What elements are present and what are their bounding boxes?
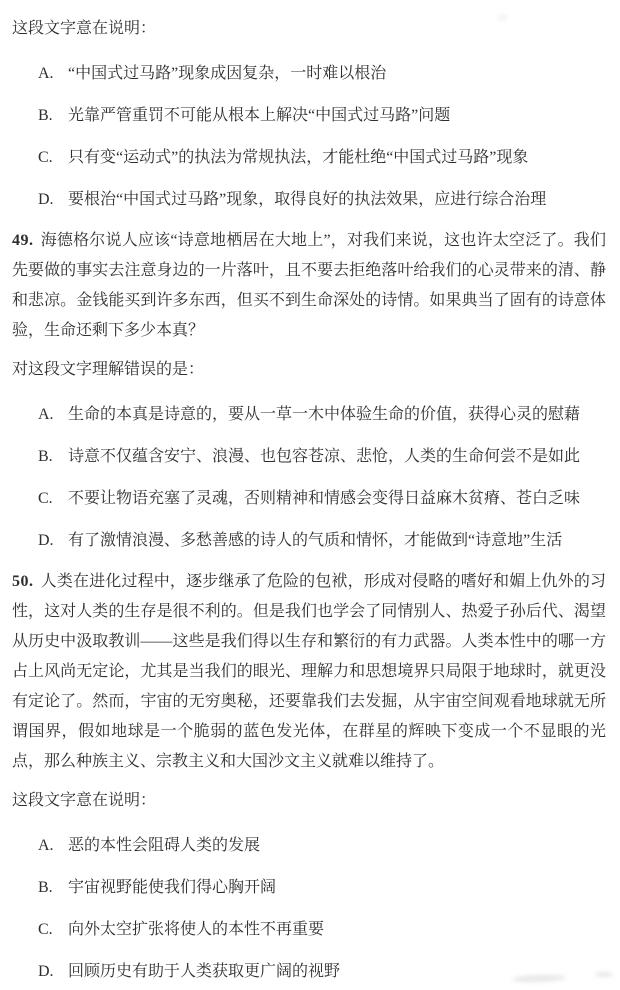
option-letter: D.: [38, 532, 54, 549]
question-49-section: [12, 226, 606, 556]
question-stem-text: 海德格尔说人应该“诗意地栖居在大地上”，对我们来说，这也许太空泛了。我们先要做的事实去注意身边的一片落叶，且不要去拒绝落叶给我们的心灵带来的清、静和悲凉。金钱能买到许多东西，但买不到生命深处的诗情。如果典当了固有的诗意体验，生命还剩下多少本真？: [12, 232, 606, 339]
question-50-section: [12, 567, 606, 987]
option-text: 向外太空扩张将使人的本性不再重要: [68, 921, 325, 938]
option-text: 光靠严管重罚不可能从根本上解决“中国式过马路”问题: [68, 107, 451, 124]
option-row-b: [38, 441, 606, 472]
option-text: 宇宙视野能使我们得心胸开阔: [68, 879, 277, 896]
option-text: 不要让物语充塞了灵魂，否则精神和情感会变得日益麻木贫瘠、苍白乏味: [68, 490, 581, 507]
option-letter: B.: [38, 879, 53, 896]
question-stem-paragraph: [12, 567, 606, 777]
option-letter: A.: [38, 837, 54, 854]
question-number: 50.: [12, 573, 34, 590]
option-letter: D.: [38, 191, 54, 208]
option-letter: C.: [38, 149, 53, 166]
option-row-c: [38, 142, 606, 173]
option-row-a: [38, 830, 606, 861]
question-stem-text: 人类在进化过程中，逐步继承了危险的包袱，形成对侵略的嗜好和媚上仇外的习性，这对人类的生存是很不利的。但是我们也学会了同情别人、热爱子孙后代、渴望从历史中汲取教训——这些是我们得以生存和繁衍的有力武器。人类本性中的哪一方占上风尚无定论，尤其是当我们的眼光、理解力和思想境界只局限于地球时，就更没有定论了。然而，宇宙的无穷奥秘，还要靠我们去发掘，从宇宙空间观看地球就无所谓国界，假如地球是一个脆弱的蓝色发光体，在群星的辉映下变成一个不显眼的光点，那么种族主义、宗教主义和大国沙文主义就难以维持了。: [12, 573, 606, 770]
question-prompt: 这段文字意在说明：: [12, 792, 157, 809]
question-stem-paragraph: [12, 226, 606, 346]
option-letter: B.: [38, 448, 53, 465]
option-text: 诗意不仅蕴含安宁、浪漫、也包容苍凉、悲怆，人类的生命何尝不是如此: [68, 448, 581, 465]
option-row-d: [38, 525, 606, 556]
option-text: “中国式过马路”现象成因复杂，一时难以根治: [68, 65, 387, 82]
question-number: 49.: [12, 232, 34, 249]
option-text: 只有变“运动式”的执法为常规执法，才能杜绝“中国式过马路”现象: [68, 149, 529, 166]
previous-question-section: [12, 13, 606, 215]
scan-smudge: [595, 972, 613, 977]
question-prompt: 这段文字意在说明：: [12, 20, 157, 37]
options-list: [12, 399, 606, 556]
option-text: 有了激情浪漫、多愁善感的诗人的气质和情怀，才能做到“诗意地”生活: [68, 532, 563, 549]
option-row-c: [38, 483, 606, 514]
option-letter: C.: [38, 921, 53, 938]
option-row-b: [38, 100, 606, 131]
option-text: 恶的本性会阻碍人类的发展: [68, 837, 261, 854]
option-letter: A.: [38, 406, 54, 423]
option-letter: B.: [38, 107, 53, 124]
option-row-a: [38, 58, 606, 89]
option-letter: C.: [38, 490, 53, 507]
question-prompt: 对这段文字理解错误的是：: [12, 361, 205, 378]
option-row-c: [38, 914, 606, 945]
scan-smudge: [497, 13, 508, 22]
option-row-d: [38, 184, 606, 215]
option-text: 要根治“中国式过马路”现象，取得良好的执法效果，应进行综合治理: [68, 191, 547, 208]
option-row-d: [38, 956, 606, 987]
options-list: [12, 58, 606, 215]
options-list: [12, 830, 606, 987]
option-letter: A.: [38, 65, 54, 82]
option-row-b: [38, 872, 606, 903]
option-row-a: [38, 399, 606, 430]
option-text: 生命的本真是诗意的，要从一草一木中体验生命的价值，获得心灵的慰藉: [68, 406, 581, 423]
option-text: 回顾历史有助于人类获取更广阔的视野: [68, 963, 341, 980]
option-letter: D.: [38, 963, 54, 980]
